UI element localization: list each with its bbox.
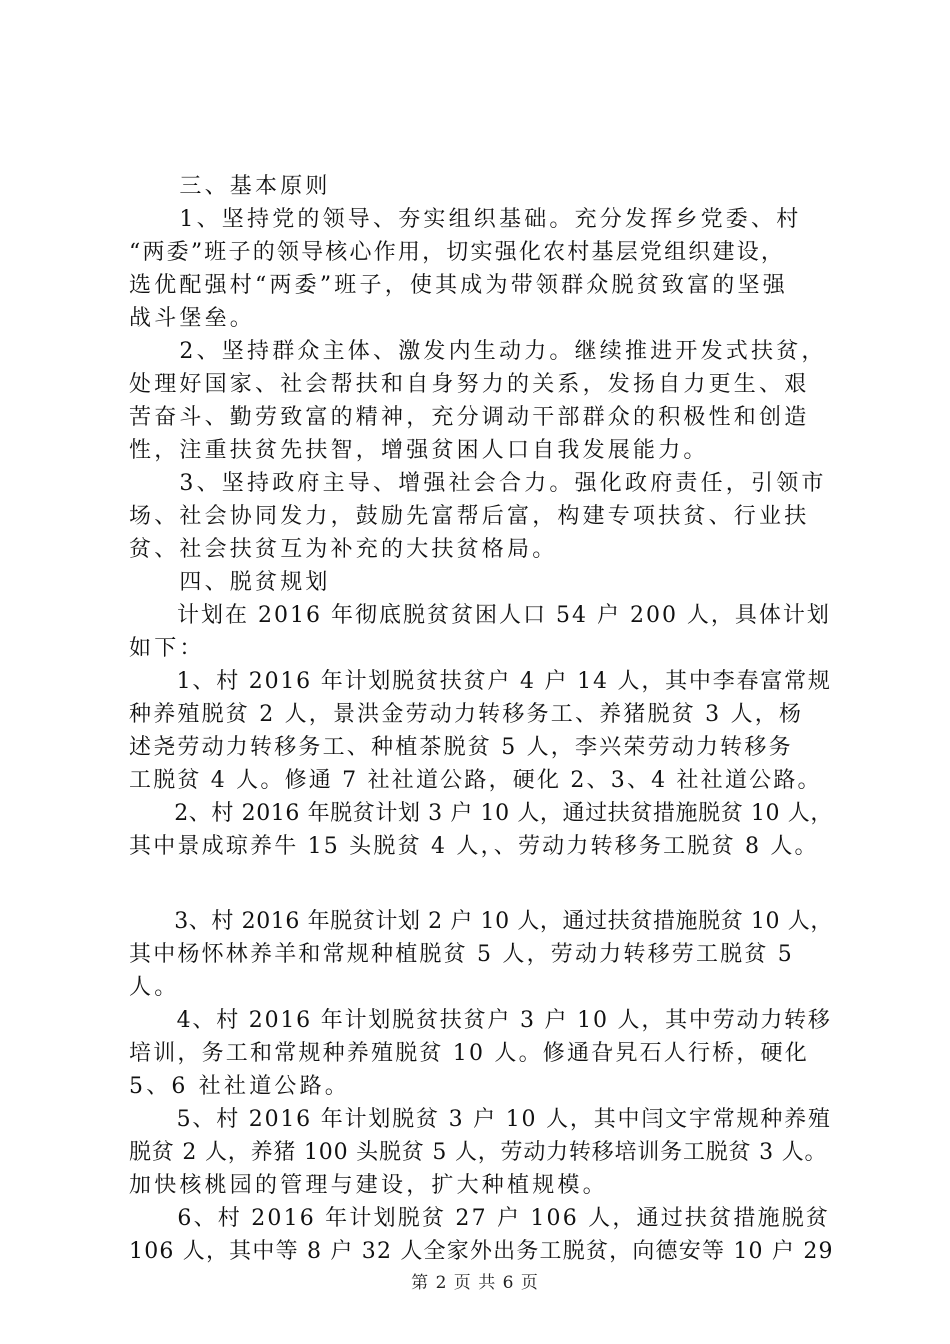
paragraph-line: 培训，务工和常规种养殖脱贫 10 人。修通旮旯石人行桥，硬化: [129, 1041, 809, 1066]
paragraph-line: 人。: [129, 975, 180, 1000]
paragraph-line: 1、村 2016 年计划脱贫扶贫户 4 户 14 人，其中李春富常规: [129, 669, 832, 694]
page-number-footer: 第 2 页 共 6 页: [411, 1273, 539, 1293]
paragraph-line: 处理好国家、社会帮扶和自身努力的关系，发扬自力更生、艰: [129, 372, 810, 397]
paragraph-line: 2、坚持群众主体、激发内生动力。继续推进开发式扶贫，: [129, 339, 827, 364]
paragraph-line: 脱贫 2 人，养猪 100 头脱贫 5 人，劳动力转移培训务工脱贫 3 人。: [129, 1140, 828, 1165]
paragraph-line: 4、村 2016 年计划脱贫扶贫户 3 户 10 人，其中劳动力转移: [129, 1008, 832, 1033]
paragraph-line: 选优配强村“两委”班子，使其成为带领群众脱贫致富的坚强: [129, 273, 788, 298]
paragraph-line: 2、村 2016 年脱贫计划 3 户 10 人，通过扶贫措施脱贫 10 人，: [129, 801, 833, 826]
paragraph-line: 工脱贫 4 人。修通 7 社社道公路，硬化 2、3、4 社社道公路。: [129, 768, 822, 793]
paragraph-line: 5、村 2016 年计划脱贫 3 户 10 人，其中闫文宇常规种养殖: [129, 1107, 832, 1132]
paragraph-line: 106 人，其中等 8 户 32 人全家外出务工脱贫，向德安等 10 户 29: [129, 1239, 834, 1264]
paragraph-line: 战斗堡垒。: [129, 306, 256, 331]
paragraph-line: 计划在 2016 年彻底脱贫贫困人口 54 户 200 人，具体计划: [129, 603, 831, 628]
paragraph-line: 1、坚持党的领导、夯实组织基础。充分发挥乡党委、村: [129, 207, 802, 232]
paragraph-line: 如下：: [129, 636, 205, 661]
paragraph-line: 5、6 社社道公路。: [129, 1074, 350, 1099]
paragraph-line: 3、坚持政府主导、增强社会合力。强化政府责任，引领市: [129, 471, 827, 496]
paragraph-line: 其中景成琼养牛 15 头脱贫 4 人，、劳动力转移务工脱贫 8 人。: [129, 834, 819, 859]
paragraph-line: 述尧劳动力转移务工、种植茶脱贫 5 人，李兴荣劳动力转移务: [129, 735, 793, 760]
paragraph-line: 种养殖脱贫 2 人，景洪金劳动力转移务工、养猪脱贫 3 人，杨: [129, 702, 804, 727]
paragraph-line: 场、社会协同发力，鼓励先富帮后富，构建专项扶贫、行业扶: [129, 504, 810, 529]
paragraph-line: 苦奋斗、勤劳致富的精神，充分调动干部群众的积极性和创造: [129, 405, 810, 430]
paragraph-line: 6、村 2016 年计划脱贫 27 户 106 人，通过扶贫措施脱贫: [129, 1206, 831, 1231]
paragraph-line: 3、村 2016 年脱贫计划 2 户 10 人，通过扶贫措施脱贫 10 人，: [129, 909, 833, 934]
paragraph-line: 贫、社会扶贫互为补充的大扶贫格局。: [129, 537, 558, 562]
section-heading-principles: 三、基本原则: [129, 174, 331, 199]
blank-line: [129, 863, 834, 905]
paragraph-line: 性，注重扶贫先扶智，增强贫困人口自我发展能力。: [129, 438, 709, 463]
paragraph-line: 其中杨怀林养羊和常规种植脱贫 5 人，劳动力转移劳工脱贫 5: [129, 942, 794, 967]
paragraph-line: “两委”班子的领导核心作用，切实强化农村基层党组织建设，: [129, 240, 786, 265]
paragraph-line: 加快核桃园的管理与建设，扩大种植规模。: [129, 1173, 608, 1198]
document-body: [129, 170, 834, 1268]
section-heading-plan: 四、脱贫规划: [129, 570, 331, 595]
